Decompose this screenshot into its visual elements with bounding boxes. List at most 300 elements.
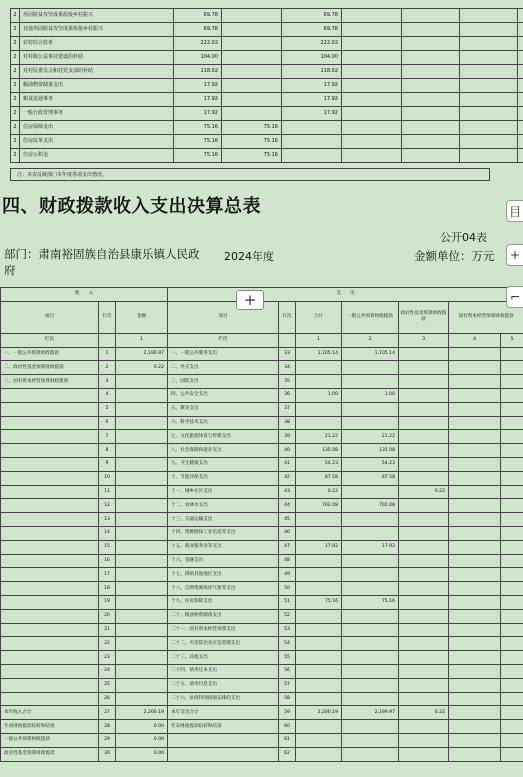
table-cell xyxy=(460,79,518,93)
table-cell xyxy=(399,526,449,540)
table-cell: 45 xyxy=(279,513,296,527)
table-cell xyxy=(449,664,501,678)
table-cell: 九、卫生健康支出 xyxy=(168,457,279,471)
table-cell xyxy=(296,651,342,665)
table-cell xyxy=(501,499,523,513)
table-cell: 二、政府性基金预算财政拨款 xyxy=(1,361,99,375)
table-cell: 23 xyxy=(99,651,116,665)
table-cell xyxy=(1,692,99,706)
table-row xyxy=(1,513,523,527)
table-cell: 年末财政拨款结转和结余 xyxy=(168,720,279,734)
table-cell: 2 xyxy=(11,65,20,79)
table-cell: 24 xyxy=(99,664,116,678)
table-cell xyxy=(399,637,449,651)
expense-header: 支 出 xyxy=(168,288,523,302)
table-cell xyxy=(116,678,168,692)
table-cell xyxy=(116,582,168,596)
table-row xyxy=(1,499,523,513)
table-cell xyxy=(501,457,523,471)
table-cell xyxy=(501,637,523,651)
table-cell xyxy=(399,402,449,416)
table-cell xyxy=(501,582,523,596)
table-cell: 六、科学技术支出 xyxy=(168,416,279,430)
table-cell: 75.16 xyxy=(174,149,222,163)
table-cell xyxy=(501,554,523,568)
table-cell xyxy=(449,513,501,527)
table-cell xyxy=(449,361,501,375)
side-panel-button[interactable]: 目 xyxy=(506,200,523,222)
table-cell xyxy=(449,471,501,485)
table-cell xyxy=(402,23,460,37)
table-cell xyxy=(501,526,523,540)
table-cell xyxy=(399,720,449,734)
table-cell xyxy=(399,499,449,513)
table-row xyxy=(11,51,523,65)
table-row xyxy=(1,706,523,720)
table-cell: 17.92 xyxy=(282,93,342,107)
table-cell xyxy=(460,121,518,135)
table-cell xyxy=(399,471,449,485)
table-cell xyxy=(1,540,99,554)
table-cell: 2 xyxy=(11,37,20,51)
table-cell xyxy=(296,664,342,678)
table-cell xyxy=(449,375,501,389)
table-cell: 一、一般公共服务支出 xyxy=(168,347,279,361)
table-cell xyxy=(1,651,99,665)
table-cell: 25 xyxy=(99,678,116,692)
table-cell: 2 xyxy=(11,51,20,65)
table-cell xyxy=(1,416,99,430)
table-cell: 2,200.19 xyxy=(296,706,342,720)
table-cell xyxy=(1,582,99,596)
table-cell xyxy=(296,402,342,416)
table-cell xyxy=(449,595,501,609)
table-cell: 75.16 xyxy=(222,149,282,163)
table-cell: 0.00 xyxy=(116,747,168,761)
col-total: 合计 xyxy=(296,301,342,333)
table-cell xyxy=(296,692,342,706)
table-cell xyxy=(1,471,99,485)
table-cell xyxy=(116,402,168,416)
table-cell xyxy=(342,51,402,65)
table-cell xyxy=(342,637,399,651)
table-cell xyxy=(342,79,402,93)
sub-num: 2 xyxy=(342,333,399,347)
table-cell xyxy=(342,623,399,637)
table-cell xyxy=(342,568,399,582)
table-row xyxy=(1,416,523,430)
table-row xyxy=(11,93,523,107)
table-cell: 17.92 xyxy=(174,79,222,93)
table-cell: 48 xyxy=(279,554,296,568)
side-fullscreen-button[interactable]: ⌐ xyxy=(506,286,523,308)
table-cell: 十、节能环保支出 xyxy=(168,471,279,485)
table-cell xyxy=(449,485,501,499)
table-cell: 农村综合改革 xyxy=(20,37,174,51)
table-cell xyxy=(342,733,399,747)
table-cell xyxy=(399,678,449,692)
table-cell: 13 xyxy=(99,513,116,527)
table-cell xyxy=(1,485,99,499)
table-cell: 二十、粮油物资储备支出 xyxy=(168,609,279,623)
add-button[interactable]: + xyxy=(236,290,264,310)
table-cell: 38 xyxy=(279,416,296,430)
table-cell: 10 xyxy=(99,471,116,485)
table-cell xyxy=(1,623,99,637)
table-cell: 55 xyxy=(279,651,296,665)
table-cell xyxy=(449,733,501,747)
table-cell: 40 xyxy=(279,444,296,458)
table-cell: 二十五、债务付息支出 xyxy=(168,678,279,692)
table-cell xyxy=(518,51,523,65)
table-cell xyxy=(460,93,518,107)
table-cell xyxy=(222,107,282,121)
table-cell xyxy=(222,79,282,93)
table-cell: 粮食流通事务 xyxy=(20,93,174,107)
table-cell xyxy=(449,678,501,692)
table-cell: 十二、农林水支出 xyxy=(168,499,279,513)
table-cell xyxy=(296,361,342,375)
table-cell xyxy=(1,526,99,540)
table-cell xyxy=(1,388,99,402)
table-cell xyxy=(399,651,449,665)
table-cell: 42 xyxy=(279,471,296,485)
table-row xyxy=(1,540,523,554)
table-cell xyxy=(402,65,460,79)
table-cell: 6 xyxy=(99,416,116,430)
table-cell xyxy=(501,375,523,389)
table-cell xyxy=(116,664,168,678)
table-cell xyxy=(1,499,99,513)
table-cell: 18 xyxy=(99,582,116,596)
table-cell xyxy=(449,692,501,706)
table-cell xyxy=(518,9,523,23)
table-cell xyxy=(342,513,399,527)
table-cell: 17.92 xyxy=(174,107,222,121)
table-cell: 粮油物资储备支出 xyxy=(20,79,174,93)
table-cell: 19 xyxy=(99,595,116,609)
table-cell: 17 xyxy=(99,568,116,582)
table-cell xyxy=(501,430,523,444)
table-cell xyxy=(116,526,168,540)
table-cell xyxy=(518,37,523,51)
table-cell: 29 xyxy=(99,733,116,747)
sub-label-out: 栏次 xyxy=(168,333,279,347)
table-cell: 2 xyxy=(11,9,20,23)
table-cell: 41 xyxy=(279,457,296,471)
table-cell xyxy=(1,430,99,444)
table-cell: 对村民委员会和村党支部的补助 xyxy=(20,65,174,79)
table-cell xyxy=(282,149,342,163)
table-cell xyxy=(399,733,449,747)
table-cell: 17.92 xyxy=(282,107,342,121)
year-label: 2024年度 xyxy=(224,250,274,263)
table-cell xyxy=(449,637,501,651)
table-cell xyxy=(399,430,449,444)
table-row xyxy=(11,149,523,163)
table-cell xyxy=(342,747,399,761)
table-cell xyxy=(449,416,501,430)
table-cell xyxy=(449,402,501,416)
table-row xyxy=(1,402,523,416)
table-cell: 118.02 xyxy=(174,65,222,79)
table-cell xyxy=(222,51,282,65)
table-cell: 21.22 xyxy=(296,430,342,444)
table-row xyxy=(1,375,523,389)
table-cell: 5 xyxy=(99,402,116,416)
col-row-in: 行次 xyxy=(99,301,116,333)
table-cell xyxy=(296,733,342,747)
table-row xyxy=(1,692,523,706)
table-cell: 222.02 xyxy=(282,37,342,51)
table-cell xyxy=(501,388,523,402)
table-cell xyxy=(399,513,449,527)
table-cell: 104.00 xyxy=(174,51,222,65)
table-cell xyxy=(1,664,99,678)
table-cell: 五、教育支出 xyxy=(168,402,279,416)
table-cell xyxy=(116,595,168,609)
table-cell: 十六、金融支出 xyxy=(168,554,279,568)
table-cell: 二十三、其他支出 xyxy=(168,651,279,665)
table-row xyxy=(1,651,523,665)
table-cell: 三、国防支出 xyxy=(168,375,279,389)
table-cell: 16 xyxy=(99,554,116,568)
table-cell: 30 xyxy=(99,747,116,761)
table-cell: 住房保障支出 xyxy=(20,121,174,135)
table-row xyxy=(1,747,523,761)
table-cell xyxy=(460,9,518,23)
table-cell xyxy=(460,65,518,79)
table-row xyxy=(1,637,523,651)
table-cell: 1.00 xyxy=(342,388,399,402)
table-cell: 0.00 xyxy=(116,733,168,747)
table-cell: 87.58 xyxy=(342,471,399,485)
table-cell xyxy=(116,457,168,471)
section-title: 四、财政拨款收入支出决算总表 xyxy=(2,196,261,217)
table-cell: 其他巩固脱贫攻坚成果衔接乡村振兴 xyxy=(20,23,174,37)
table-cell xyxy=(399,361,449,375)
table-row xyxy=(1,485,523,499)
table-cell xyxy=(222,93,282,107)
table-cell: 十三、交通运输支出 xyxy=(168,513,279,527)
table-cell: 巩固脱贫攻坚成果衔接乡村振兴 xyxy=(20,9,174,23)
table-cell xyxy=(501,706,523,720)
table-cell: 本年收入合计 xyxy=(1,706,99,720)
table-cell xyxy=(501,402,523,416)
table-cell: 2,190.97 xyxy=(116,347,168,361)
table-cell xyxy=(518,107,523,121)
table-cell: 1,105.14 xyxy=(342,347,399,361)
table-cell xyxy=(501,485,523,499)
table-cell xyxy=(296,526,342,540)
table-cell xyxy=(460,23,518,37)
table-cell: 35 xyxy=(279,375,296,389)
table-cell xyxy=(342,135,402,149)
table-row xyxy=(11,23,523,37)
table-cell xyxy=(449,540,501,554)
table-cell xyxy=(460,37,518,51)
table-cell: 87.58 xyxy=(296,471,342,485)
sub-num: 4 xyxy=(449,333,501,347)
table-cell xyxy=(402,107,460,121)
table-cell xyxy=(296,637,342,651)
col-general: 一般公共预算财政拨款 xyxy=(342,301,399,333)
table-cell xyxy=(1,568,99,582)
table-cell: 59 xyxy=(279,706,296,720)
table-cell xyxy=(501,623,523,637)
table-cell xyxy=(296,720,342,734)
table-cell xyxy=(296,375,342,389)
table-cell: 22 xyxy=(99,637,116,651)
table-cell: 2 xyxy=(11,93,20,107)
table-cell xyxy=(449,526,501,540)
table-cell xyxy=(1,457,99,471)
table-cell xyxy=(116,430,168,444)
table-cell: 75.16 xyxy=(222,121,282,135)
table-cell xyxy=(518,93,523,107)
table-cell xyxy=(116,651,168,665)
table-cell: 0.22 xyxy=(296,485,342,499)
table-row xyxy=(1,554,523,568)
table-cell xyxy=(449,720,501,734)
table-cell: 69.78 xyxy=(282,9,342,23)
table-cell: 27 xyxy=(99,706,116,720)
table-cell xyxy=(296,416,342,430)
table-cell: 三、国有资本经营预算财政拨款 xyxy=(1,375,99,389)
table-cell xyxy=(1,609,99,623)
table-cell: 政府性基金预算财政拨款 xyxy=(1,747,99,761)
table-cell xyxy=(449,747,501,761)
table-cell: 八、社会保障和就业支出 xyxy=(168,444,279,458)
table-cell xyxy=(222,37,282,51)
table-cell: 702.08 xyxy=(296,499,342,513)
table-cell xyxy=(342,361,399,375)
table-cell xyxy=(222,23,282,37)
table-cell: 52 xyxy=(279,609,296,623)
table-cell: 135.08 xyxy=(296,444,342,458)
table-cell xyxy=(399,540,449,554)
table-cell: 12 xyxy=(99,499,116,513)
table-cell xyxy=(501,609,523,623)
sub-num: 1 xyxy=(116,333,168,347)
table-cell xyxy=(518,135,523,149)
table-cell xyxy=(116,609,168,623)
table-cell: 14 xyxy=(99,526,116,540)
table-cell xyxy=(342,65,402,79)
sub-num: 5 xyxy=(501,333,523,347)
department-label: 部门：肃南裕固族自治县康乐镇人民政府 xyxy=(4,247,200,277)
table-cell: 3 xyxy=(99,375,116,389)
table-cell xyxy=(399,623,449,637)
table-cell xyxy=(501,416,523,430)
table-cell xyxy=(501,733,523,747)
table-cell xyxy=(116,623,168,637)
table-cell: 4 xyxy=(99,388,116,402)
table-cell: 0.22 xyxy=(399,485,449,499)
table-cell xyxy=(282,121,342,135)
table-row xyxy=(1,388,523,402)
table-cell: 1 xyxy=(99,347,116,361)
table-cell xyxy=(342,416,399,430)
table-note: 注：本表反映部门本年度各项支出情况。 xyxy=(10,168,490,181)
table-cell xyxy=(342,651,399,665)
form-number: 公开04表 xyxy=(440,231,487,244)
table-cell: 2 xyxy=(11,79,20,93)
table-cell xyxy=(342,93,402,107)
table-cell: 一般公共预算财政拨款 xyxy=(1,733,99,747)
table-cell: 十一、城乡社区支出 xyxy=(168,485,279,499)
table-cell xyxy=(449,582,501,596)
table-cell: 一般行政管理事务 xyxy=(20,107,174,121)
table-cell: 四、公共安全支出 xyxy=(168,388,279,402)
table-cell xyxy=(296,609,342,623)
table-cell xyxy=(399,444,449,458)
table-cell: 十九、住房保障支出 xyxy=(168,595,279,609)
table-cell xyxy=(168,733,279,747)
table-row xyxy=(11,79,523,93)
table-cell xyxy=(399,609,449,623)
table-cell: 69.78 xyxy=(282,23,342,37)
table-cell: 49 xyxy=(279,568,296,582)
table-cell xyxy=(1,554,99,568)
side-add-button[interactable]: + xyxy=(506,244,523,266)
sub-num: 1 xyxy=(296,333,342,347)
table-cell: 47 xyxy=(279,540,296,554)
table-cell xyxy=(399,388,449,402)
table-cell xyxy=(402,37,460,51)
table-cell: 二、外交支出 xyxy=(168,361,279,375)
table-cell xyxy=(399,347,449,361)
table-cell: 58 xyxy=(279,692,296,706)
table-cell xyxy=(501,664,523,678)
table-cell: 一、一般公共预算财政拨款 xyxy=(1,347,99,361)
table-cell xyxy=(296,678,342,692)
col-item-in: 项目 xyxy=(1,301,99,333)
sub-label-in: 栏次 xyxy=(1,333,99,347)
table-cell xyxy=(1,595,99,609)
col-capital: 国有资本经营预算财政拨款 xyxy=(449,301,523,333)
table-cell: 62 xyxy=(279,747,296,761)
table-cell xyxy=(399,692,449,706)
table-cell xyxy=(116,485,168,499)
table-cell: 56 xyxy=(279,664,296,678)
table-cell: 69.78 xyxy=(174,9,222,23)
table-cell: 十八、自然资源海洋气象等支出 xyxy=(168,582,279,596)
table-row xyxy=(1,347,523,361)
table-cell xyxy=(449,457,501,471)
table-cell xyxy=(116,540,168,554)
table-cell xyxy=(296,747,342,761)
table-cell xyxy=(342,375,399,389)
table-cell xyxy=(449,499,501,513)
table-row xyxy=(1,444,523,458)
table-cell: 十五、商业服务业等支出 xyxy=(168,540,279,554)
table-row xyxy=(1,609,523,623)
table-cell xyxy=(342,9,402,23)
table-cell xyxy=(501,747,523,761)
table-cell xyxy=(501,540,523,554)
table-cell xyxy=(402,149,460,163)
table-cell: 二十四、债务还本支出 xyxy=(168,664,279,678)
table-cell xyxy=(399,664,449,678)
table-cell xyxy=(449,554,501,568)
table-row xyxy=(1,720,523,734)
table-cell: 2 xyxy=(11,23,20,37)
table-cell: 15 xyxy=(99,540,116,554)
table-cell: 34 xyxy=(279,361,296,375)
fiscal-summary-table xyxy=(0,287,523,762)
table-cell: 2,199.97 xyxy=(342,706,399,720)
